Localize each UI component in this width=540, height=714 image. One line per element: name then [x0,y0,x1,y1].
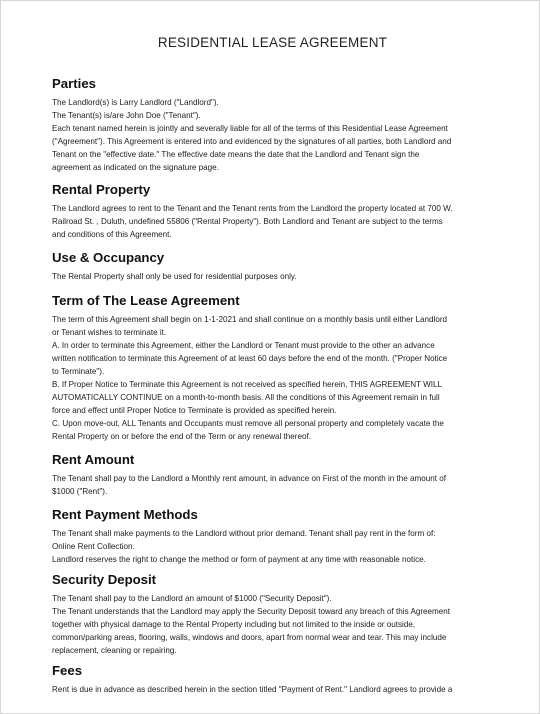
section-text-rent-amount: The Tenant shall pay to the Landlord a Monthly rent amount, in advance on First of the month in the amount of $1000 ("Rent"). [52,474,446,496]
section-heading-fees: Fees [52,663,83,678]
section-text-parties: The Landlord(s) is Larry Landlord ("Landlord"). The Tenant(s) is/are John Doe ("Tenant"). Each tenant named herein is jointly and severally liable for all of the terms of this Residential Lease Agreement ("Agreement"). This Agreement is entered into and evidenced by the signatures of all parties, both Landlord and Tenant on the "effective date." The effective date means the date that the Landlord and Tenant sign the agreement as indicated on the signature page. [52,98,452,172]
section-heading-parties: Parties [52,76,96,91]
section-lease-term [52,293,513,443]
section-rent-amount [52,452,513,498]
section-heading-rent-payment-methods: Rent Payment Methods [52,507,198,522]
section-text-use-occupancy: The Rental Property shall only be used for residential purposes only. [52,272,297,281]
section-text-rental-property: The Landlord agrees to rent to the Tenant and the Tenant rents from the Landlord the property located at 700 W. Railroad St. , Duluth, undefined 55806 ("Rental Property"). Both Landlord and Tenant are subject to the terms and conditions of this Agreement. [52,204,453,239]
section-text-security-deposit: The Tenant shall pay to the Landlord an amount of $1000 ("Security Deposit"). The Tenant understands that the Landlord may apply the Security Deposit toward any breach of this Agreement together with physical damage to the Rental Property including but not limited to the inside or outside, common/parking areas, flooring, walls, windows and doors, apart from normal wear and tear. This may include replacement, cleaning or repairing. [52,594,451,655]
section-heading-use-occupancy: Use & Occupancy [52,250,165,265]
section-use-occupancy [52,250,513,283]
section-heading-security-deposit: Security Deposit [52,572,157,587]
section-text-rent-payment-methods: The Tenant shall make payments to the Landlord without prior demand. Tenant shall pay rent in the form of: Online Rent Collection. Landlord reserves the right to change the method or form of payment at any time with reasonable notice. [52,529,436,564]
section-heading-rental-property: Rental Property [52,182,151,197]
section-text-lease-term: The term of this Agreement shall begin on 1-1-2021 and shall continue on a monthly basis until either Landlord or Tenant wishes to terminate it. A. In order to terminate this Agreement, either the Landlord or Tenant must provide to the other an advance written notification to terminate this Agreement of at least 60 days before the end of the month. ("Proper Notice to Terminate"). B. If Proper Notice to Terminate this Agreement is not received as specified herein, THIS AGREEMENT WILL AUTOMATICALLY CONTINUE on a month-to-month basis. All the conditions of this Agreement remain in full force and effect until Proper Notice to Terminate is provided as specified herein. C. Upon move-out, ALL Tenants and Occupants must remove all personal property and completely vacate the Rental Property on or before the end of the Term or any renewal thereof. [52,315,448,441]
section-fees [52,663,513,696]
section-heading-lease-term: Term of The Lease Agreement [52,293,240,308]
section-parties [52,76,513,174]
section-security-deposit [52,572,513,657]
document-title: RESIDENTIAL LEASE AGREEMENT [157,35,388,50]
section-rent-payment-methods [52,507,513,566]
section-heading-rent-amount: Rent Amount [52,452,135,467]
section-rental-property [52,182,513,241]
section-text-fees: Rent is due in advance as described herein in the section titled "Payment of Rent." Landlord agrees to provide a [52,685,453,694]
